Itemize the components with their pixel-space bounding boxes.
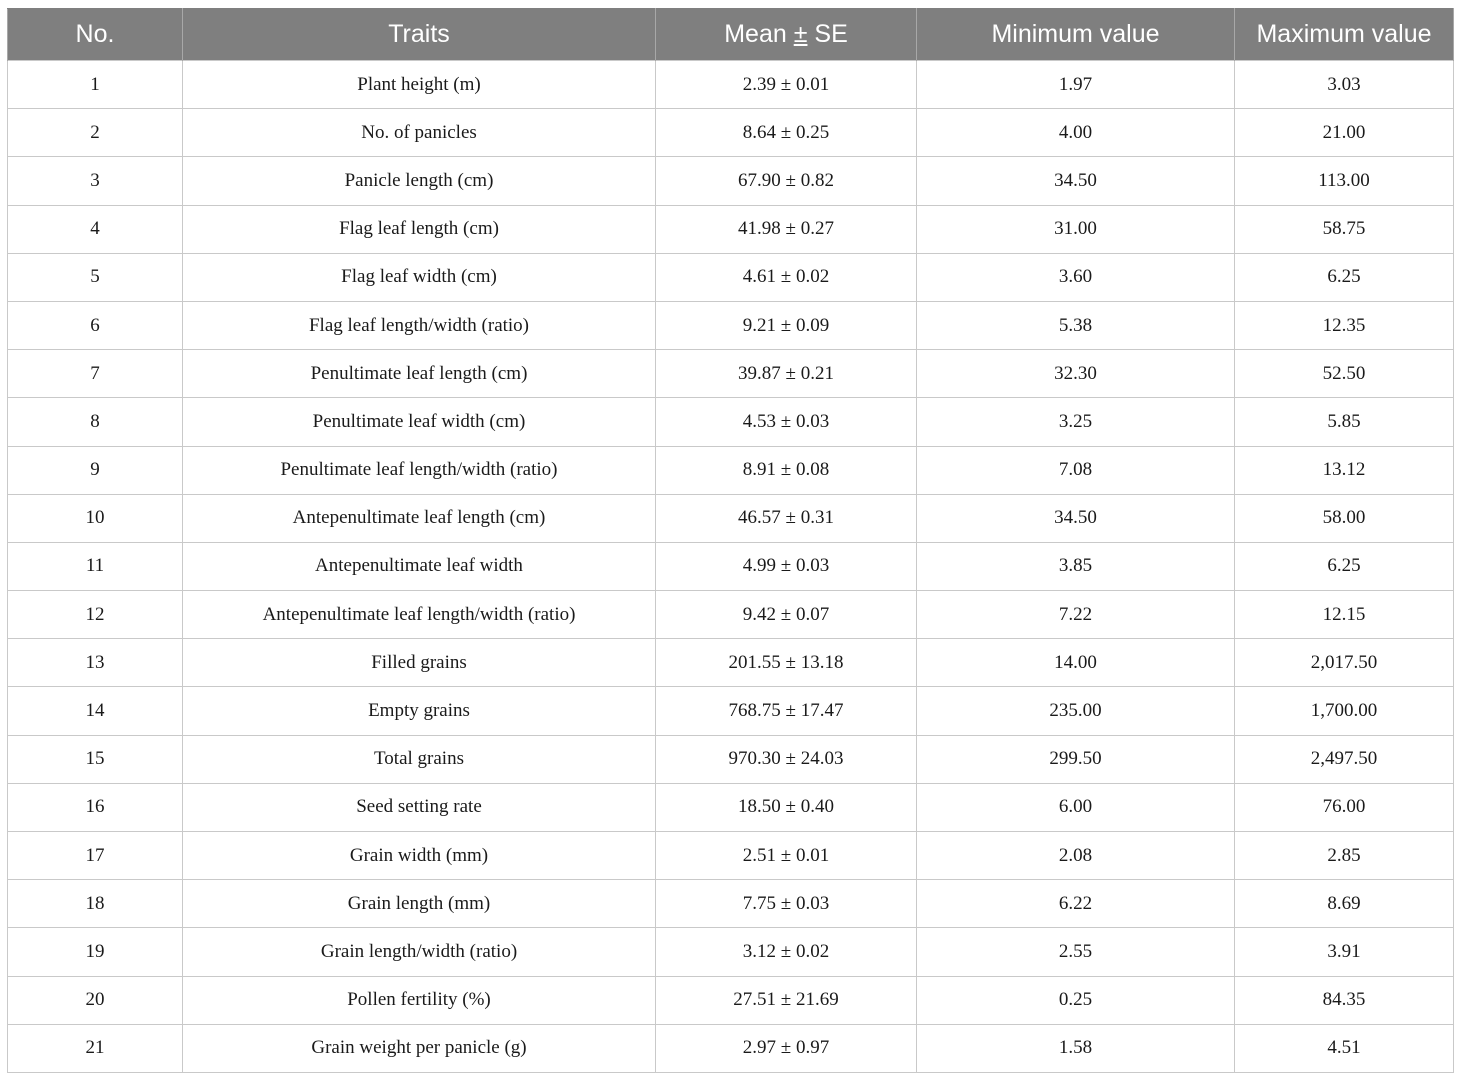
row-number-cell: 7 <box>8 350 183 398</box>
maximum-value-cell: 84.35 <box>1235 976 1454 1024</box>
maximum-value-cell: 113.00 <box>1235 157 1454 205</box>
minimum-value-cell: 1.97 <box>917 61 1235 109</box>
table-row <box>8 157 1454 205</box>
row-number-cell: 10 <box>8 494 183 542</box>
minimum-value-cell: 6.00 <box>917 783 1235 831</box>
table-row <box>8 976 1454 1024</box>
trait-cell: Pollen fertility (%) <box>183 976 656 1024</box>
maximum-value-cell: 3.91 <box>1235 928 1454 976</box>
maximum-value-cell: 6.25 <box>1235 253 1454 301</box>
table-row <box>8 591 1454 639</box>
minimum-value-cell: 2.55 <box>917 928 1235 976</box>
trait-cell: Total grains <box>183 735 656 783</box>
mean-se-cell: 970.30 ± 24.03 <box>656 735 917 783</box>
header-row <box>8 9 1454 61</box>
trait-cell: No. of panicles <box>183 109 656 157</box>
maximum-value-cell: 5.85 <box>1235 398 1454 446</box>
table-row <box>8 301 1454 349</box>
trait-cell: Penultimate leaf length/width (ratio) <box>183 446 656 494</box>
trait-cell: Panicle length (cm) <box>183 157 656 205</box>
mean-se-cell: 2.39 ± 0.01 <box>656 61 917 109</box>
minimum-value-cell: 6.22 <box>917 880 1235 928</box>
table-row <box>8 109 1454 157</box>
row-number-cell: 9 <box>8 446 183 494</box>
maximum-value-cell: 2.85 <box>1235 832 1454 880</box>
trait-cell: Antepenultimate leaf length (cm) <box>183 494 656 542</box>
mean-se-cell: 8.64 ± 0.25 <box>656 109 917 157</box>
mean-se-cell: 7.75 ± 0.03 <box>656 880 917 928</box>
maximum-value-cell: 13.12 <box>1235 446 1454 494</box>
row-number-cell: 14 <box>8 687 183 735</box>
minimum-value-cell: 0.25 <box>917 976 1235 1024</box>
mean-se-cell: 39.87 ± 0.21 <box>656 350 917 398</box>
row-number-cell: 21 <box>8 1024 183 1072</box>
mean-se-cell: 201.55 ± 13.18 <box>656 639 917 687</box>
minimum-value-cell: 5.38 <box>917 301 1235 349</box>
row-number-cell: 1 <box>8 61 183 109</box>
minimum-value-cell: 299.50 <box>917 735 1235 783</box>
header-traits: Traits <box>183 9 656 61</box>
header-mean-se <box>656 9 917 61</box>
table-row <box>8 928 1454 976</box>
table-row <box>8 205 1454 253</box>
trait-cell: Penultimate leaf width (cm) <box>183 398 656 446</box>
mean-se-cell: 27.51 ± 21.69 <box>656 976 917 1024</box>
trait-cell: Seed setting rate <box>183 783 656 831</box>
table-row <box>8 783 1454 831</box>
minimum-value-cell: 3.60 <box>917 253 1235 301</box>
row-number-cell: 16 <box>8 783 183 831</box>
row-number-cell: 5 <box>8 253 183 301</box>
maximum-value-cell: 58.00 <box>1235 494 1454 542</box>
trait-cell: Flag leaf length (cm) <box>183 205 656 253</box>
trait-cell: Flag leaf width (cm) <box>183 253 656 301</box>
maximum-value-cell: 21.00 <box>1235 109 1454 157</box>
minimum-value-cell: 7.22 <box>917 591 1235 639</box>
trait-cell: Antepenultimate leaf width <box>183 542 656 590</box>
table-row <box>8 832 1454 880</box>
minimum-value-cell: 3.85 <box>917 542 1235 590</box>
traits-table <box>7 8 1454 1073</box>
table-row <box>8 880 1454 928</box>
row-number-cell: 11 <box>8 542 183 590</box>
trait-cell: Penultimate leaf length (cm) <box>183 350 656 398</box>
trait-cell: Grain width (mm) <box>183 832 656 880</box>
row-number-cell: 12 <box>8 591 183 639</box>
maximum-value-cell: 12.15 <box>1235 591 1454 639</box>
maximum-value-cell: 8.69 <box>1235 880 1454 928</box>
mean-se-cell: 9.42 ± 0.07 <box>656 591 917 639</box>
trait-cell: Filled grains <box>183 639 656 687</box>
minimum-value-cell: 3.25 <box>917 398 1235 446</box>
minimum-value-cell: 235.00 <box>917 687 1235 735</box>
mean-se-cell: 4.99 ± 0.03 <box>656 542 917 590</box>
minimum-value-cell: 31.00 <box>917 205 1235 253</box>
table-row <box>8 639 1454 687</box>
table-row <box>8 542 1454 590</box>
row-number-cell: 15 <box>8 735 183 783</box>
maximum-value-cell: 3.03 <box>1235 61 1454 109</box>
mean-se-cell: 67.90 ± 0.82 <box>656 157 917 205</box>
table-header <box>8 9 1454 61</box>
row-number-cell: 17 <box>8 832 183 880</box>
header-minimum-value: Minimum value <box>917 9 1235 61</box>
maximum-value-cell: 12.35 <box>1235 301 1454 349</box>
header-no: No. <box>8 9 183 61</box>
table-row <box>8 350 1454 398</box>
mean-se-cell: 9.21 ± 0.09 <box>656 301 917 349</box>
minimum-value-cell: 1.58 <box>917 1024 1235 1072</box>
minimum-value-cell: 34.50 <box>917 494 1235 542</box>
mean-se-cell: 3.12 ± 0.02 <box>656 928 917 976</box>
table-row <box>8 446 1454 494</box>
row-number-cell: 3 <box>8 157 183 205</box>
row-number-cell: 20 <box>8 976 183 1024</box>
mean-se-cell: 8.91 ± 0.08 <box>656 446 917 494</box>
trait-cell: Flag leaf length/width (ratio) <box>183 301 656 349</box>
minimum-value-cell: 4.00 <box>917 109 1235 157</box>
trait-cell: Empty grains <box>183 687 656 735</box>
minimum-value-cell: 14.00 <box>917 639 1235 687</box>
row-number-cell: 8 <box>8 398 183 446</box>
trait-cell: Plant height (m) <box>183 61 656 109</box>
maximum-value-cell: 2,017.50 <box>1235 639 1454 687</box>
maximum-value-cell: 6.25 <box>1235 542 1454 590</box>
table-row <box>8 687 1454 735</box>
mean-se-cell: 18.50 ± 0.40 <box>656 783 917 831</box>
row-number-cell: 2 <box>8 109 183 157</box>
row-number-cell: 4 <box>8 205 183 253</box>
mean-se-cell: 2.97 ± 0.97 <box>656 1024 917 1072</box>
mean-se-cell: 2.51 ± 0.01 <box>656 832 917 880</box>
row-number-cell: 19 <box>8 928 183 976</box>
trait-cell: Antepenultimate leaf length/width (ratio) <box>183 591 656 639</box>
header-mean-se-label: Mean ± SE <box>724 20 848 48</box>
maximum-value-cell: 4.51 <box>1235 1024 1454 1072</box>
mean-se-cell: 46.57 ± 0.31 <box>656 494 917 542</box>
maximum-value-cell: 76.00 <box>1235 783 1454 831</box>
minimum-value-cell: 34.50 <box>917 157 1235 205</box>
minimum-value-cell: 32.30 <box>917 350 1235 398</box>
table-body <box>8 61 1454 1073</box>
table-row <box>8 61 1454 109</box>
header-maximum-value: Maximum value <box>1235 9 1454 61</box>
maximum-value-cell: 52.50 <box>1235 350 1454 398</box>
trait-cell: Grain weight per panicle (g) <box>183 1024 656 1072</box>
maximum-value-cell: 2,497.50 <box>1235 735 1454 783</box>
table-row <box>8 735 1454 783</box>
maximum-value-cell: 58.75 <box>1235 205 1454 253</box>
row-number-cell: 6 <box>8 301 183 349</box>
row-number-cell: 18 <box>8 880 183 928</box>
minimum-value-cell: 2.08 <box>917 832 1235 880</box>
maximum-value-cell: 1,700.00 <box>1235 687 1454 735</box>
minimum-value-cell: 7.08 <box>917 446 1235 494</box>
mean-se-cell: 41.98 ± 0.27 <box>656 205 917 253</box>
trait-cell: Grain length (mm) <box>183 880 656 928</box>
table-row <box>8 398 1454 446</box>
table-row <box>8 1024 1454 1072</box>
row-number-cell: 13 <box>8 639 183 687</box>
mean-se-cell: 4.61 ± 0.02 <box>656 253 917 301</box>
mean-se-cell: 768.75 ± 17.47 <box>656 687 917 735</box>
trait-cell: Grain length/width (ratio) <box>183 928 656 976</box>
table-row <box>8 253 1454 301</box>
data-table-container <box>7 8 1453 1073</box>
mean-se-cell: 4.53 ± 0.03 <box>656 398 917 446</box>
table-row <box>8 494 1454 542</box>
